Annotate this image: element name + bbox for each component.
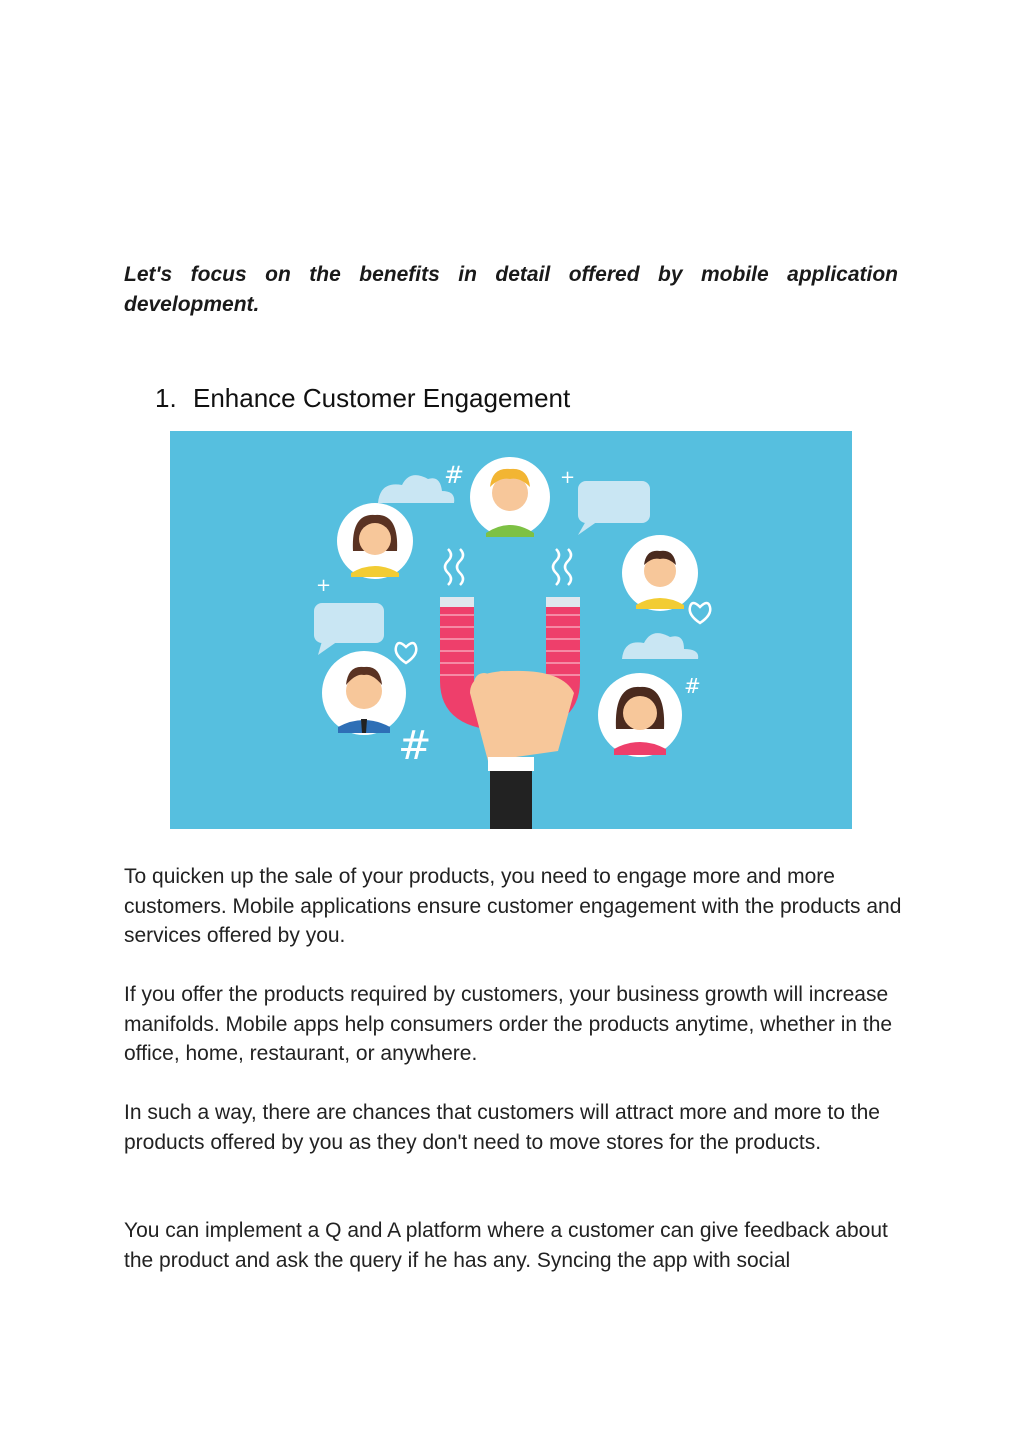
paragraph: If you offer the products required by customers, your business growth will increase manifolds. Mobile apps help consumers order the products anytime, whether in the office, home, restaurant, or anywhere.	[124, 983, 893, 1065]
avatar	[337, 503, 413, 579]
hash-icon: #	[398, 723, 432, 769]
hash-icon: #	[444, 461, 465, 489]
avatar	[322, 651, 406, 735]
section-heading	[155, 380, 570, 416]
plus-icon: +	[316, 575, 332, 596]
intro-text: Let's focus on the benefits in detail offered by mobile application development.	[124, 263, 898, 316]
avatar	[470, 457, 550, 537]
paragraph: In such a way, there are chances that customers will attract more and more to the products offered by you as they don't need to move stores for the products.	[124, 1101, 880, 1154]
customer-engagement-illustration	[170, 431, 852, 829]
section-title: Enhance Customer Engagement	[193, 383, 571, 413]
hash-icon: #	[684, 674, 701, 698]
avatar	[622, 535, 698, 611]
plus-icon: +	[560, 467, 576, 488]
section-number: 1.	[155, 383, 177, 413]
paragraph: You can implement a Q and A platform where a customer can give feedback about the product and ask the query if he has any. Syncing the app with social	[124, 1219, 888, 1272]
paragraph: To quicken up the sale of your products, you need to engage more and more customers. Mobile applications ensure customer engagement with the products and services offered by you.	[124, 865, 902, 947]
avatar	[598, 673, 682, 757]
